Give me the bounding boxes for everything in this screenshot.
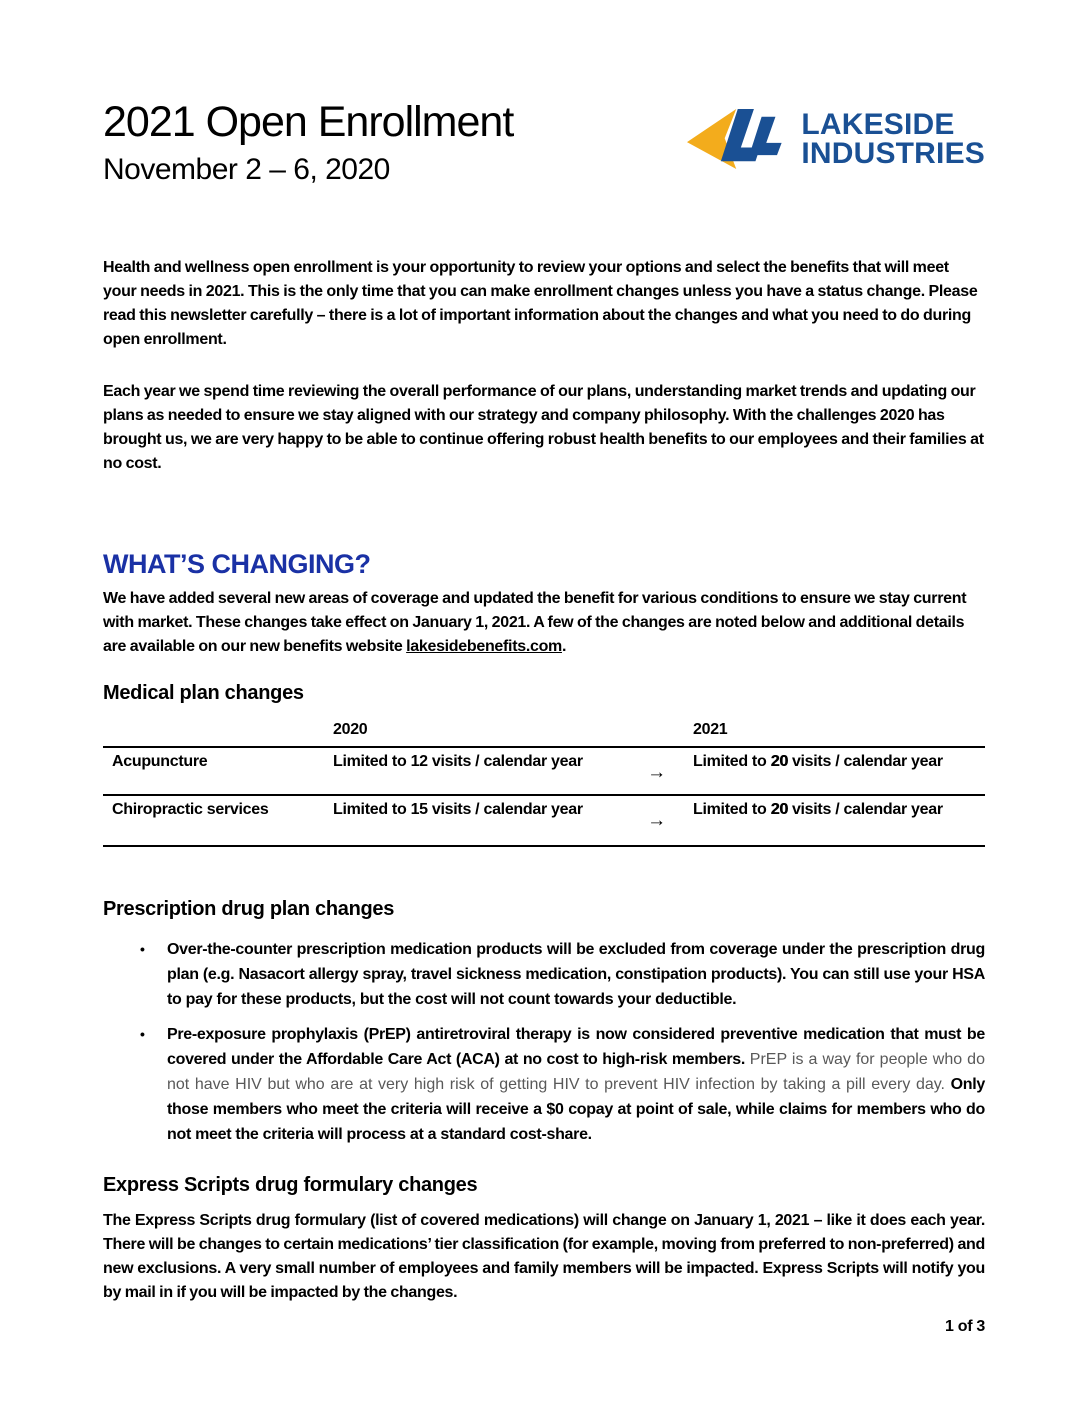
express-scripts-paragraph: The Express Scripts drug formulary (list of covered medications) will change on January 1, 2021 – like it does each year. There will be changes to certain medications’ tier classification (for example, moving from preferred to non-preferred) and new exclusions. A very small number of employees and family members will be impacted. Express Scripts will notify you by mail in if you will be impacted by the changes.: [103, 1212, 985, 1301]
table-header-arrow-spacer: [620, 719, 693, 746]
bullet-text-black: Pre-exposure prophylaxis (PrEP) antiretroviral therapy is now considered preventive medication that must be covered under the Affordable Care Act (ACA) at no cost to high-risk members.: [167, 1026, 985, 1068]
bullet-text-black-end: Only those members who meet the criteria will receive a $0 copay at point of sale, while claims for members who do not meet the criteria will process at a standard cost-share.: [167, 1076, 985, 1143]
limit-2021: [693, 796, 985, 845]
table-header-row: [103, 719, 985, 746]
intro-paragraph-1: Health and wellness open enrollment is your opportunity to review your options and select the benefits that will meet your needs in 2021. This is the only time that you can make enrollment changes unless you have a status change. Please read this newsletter carefully – there is a lot of important information about the changes and what you need to do during open enrollment.: [103, 259, 978, 348]
table-row-chiropractic: [103, 794, 985, 845]
company-name-line2: INDUSTRIES: [801, 137, 985, 170]
table-header-2020: 2020: [333, 721, 368, 738]
limit-2021-post: visits / calendar year: [787, 801, 943, 818]
subsection-heading-express-scripts: Express Scripts drug formulary changes: [103, 1174, 478, 1196]
bullet-icon: •: [140, 941, 145, 957]
limit-2020: Limited to 12 visits / calendar year: [333, 753, 583, 770]
limit-2020: Limited to 15 visits / calendar year: [333, 801, 583, 818]
limit-2021-value: 20: [770, 753, 788, 770]
whats-changing-text-end: .: [561, 638, 567, 655]
company-name: [801, 110, 985, 168]
bullet-text: Over-the-counter prescription medication products will be excluded from coverage under the prescription drug plan (e.g. Nasacort allergy spray, travel sickness medication, constipation products). You can still use your HSA to pay for these products, but the cost will not count towards your deductible.: [167, 941, 985, 1008]
limit-2021-pre: Limited to: [693, 753, 771, 770]
section-heading-whats-changing: WHAT’S CHANGING?: [103, 549, 371, 579]
page-number: 1 of 3: [945, 1318, 985, 1335]
service-name: Chiropractic services: [112, 801, 269, 818]
title-block: [103, 98, 513, 188]
whats-changing-paragraph: [103, 587, 985, 659]
medical-plan-table: [103, 719, 985, 847]
service-name: Acupuncture: [112, 753, 208, 770]
benefits-website-link[interactable]: lakesidebenefits.com: [406, 638, 562, 655]
limit-2021-post: visits / calendar year: [787, 753, 943, 770]
change-arrow-icon: →: [647, 810, 666, 831]
bullet-text-gray: PrEP is a way for people who do not have HIV but who are at very high risk of getting HIV to prevent HIV infection by taking a pill every day.: [167, 1051, 985, 1093]
change-arrow-icon: →: [647, 762, 666, 783]
company-logo: [687, 98, 985, 180]
intro-paragraph-2: Each year we spend time reviewing the overall performance of our plans, understanding market trends and updating our plans as needed to ensure we stay aligned with our strategy and company philosophy. With the challenges 2020 has brought us, we are very happy to be able to continue offering robust health benefits to our employees and their families at no cost.: [103, 383, 984, 472]
lakeside-logo-mark-icon: [687, 98, 787, 180]
whats-changing-text: We have added several new areas of coverage and updated the benefit for various conditions to ensure we stay current with market. These changes take effect on January 1, 2021. A few of the changes are noted below and additional details are available on our new benefits website: [103, 590, 967, 655]
limit-2021-value: 20: [770, 801, 788, 818]
list-item-otc-exclusion: [103, 937, 985, 1012]
list-item-prep-coverage: [103, 1022, 985, 1147]
table-header-empty: [103, 719, 333, 746]
table-header-2021: 2021: [693, 721, 728, 738]
limit-2021-pre: Limited to: [693, 801, 771, 818]
prescription-changes-list: [103, 937, 985, 1147]
subsection-heading-medical-plan-changes: Medical plan changes: [103, 682, 304, 704]
page-subtitle: November 2 – 6, 2020: [103, 153, 390, 186]
limit-2021: [693, 748, 985, 794]
subsection-heading-prescription-drug-plan-changes: Prescription drug plan changes: [103, 898, 395, 920]
bullet-icon: •: [140, 1026, 145, 1042]
table-row-acupuncture: [103, 746, 985, 794]
company-name-line1: LAKESIDE: [801, 108, 955, 141]
document-header: [103, 98, 985, 188]
page-title: 2021 Open Enrollment: [103, 98, 514, 146]
